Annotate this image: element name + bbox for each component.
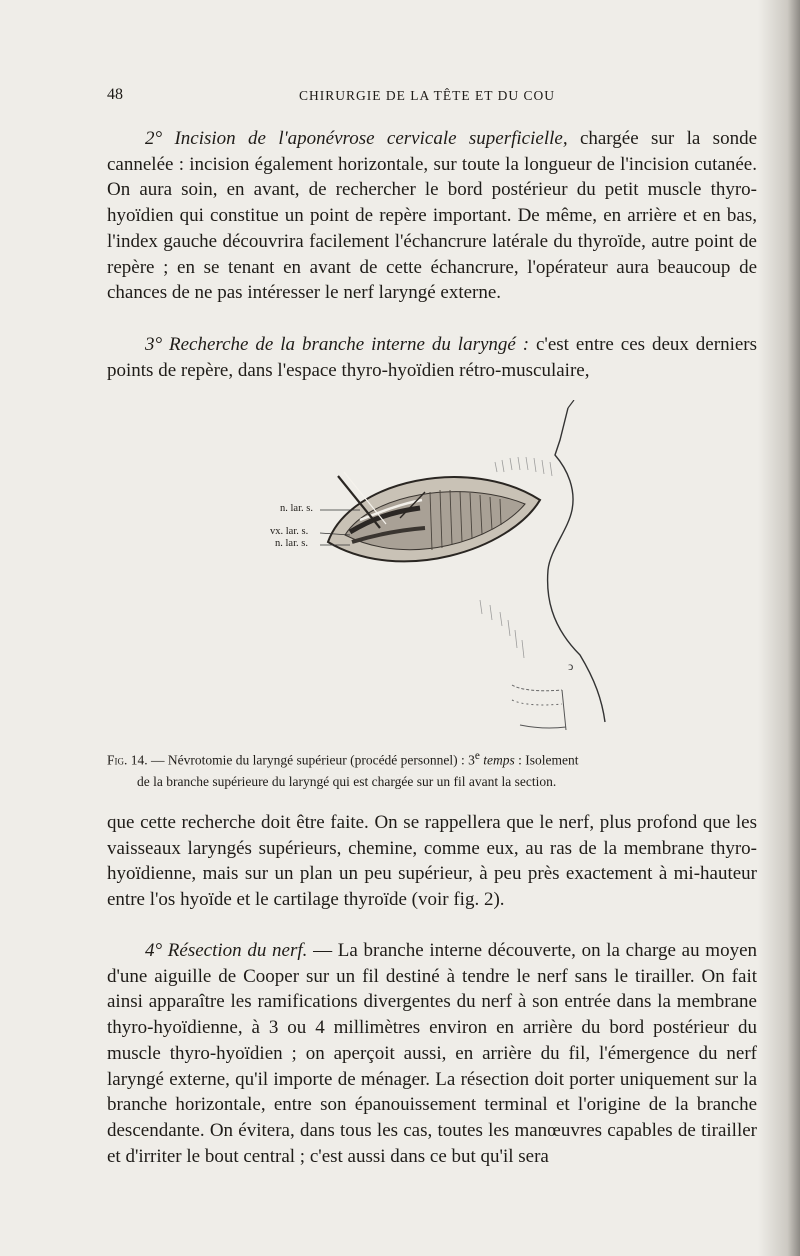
section-4-text: — La branche interne découverte, on la charge au moyen d'une aiguille de Cooper sur un fil destiné à tendre le nerf sans le tirailler. On fait ainsi apparaître les ramifications divergentes du nerf à son entrée dans la membrane thyro-hyoïdienne, à 3 ou 4 millimètres environ en arrière du bord postérieur du muscle thyro-hyoïdien ; on aperçoit aussi, en arrière du fil, l'émergence du nerf laryngé externe, qu'il importe de ménager. La résection doit porter uniquement sur la branche horizontale, entre son épanouissement terminal et l'origine de la branche descendante. On évitera, dans tous les cas, toutes les manœuvres capables de tirailler et d'irriter le bout central ; c'est aussi dans ce but qu'il sera: [107, 940, 757, 1167]
paragraph-incision-aponevrose: [107, 126, 757, 306]
section-3-heading: 3° Recherche de la branche interne du laryngé :: [145, 334, 530, 355]
page-edge-shadow: [758, 0, 800, 1256]
neck-profile-outline: [548, 408, 605, 722]
caption-text-b: : Isolement: [514, 752, 579, 768]
caption-text-a: — Névrotomie du laryngé supérieur (procédé personnel) : 3: [147, 752, 475, 768]
paragraph-resection: [107, 938, 757, 1169]
section-2-text: chargée sur la sonde cannelée : incision également horizontale, sur toute la longueur de l'incision cutanée. On aura soin, en avant, de rechercher le bord postérieur du petit muscle thyro-hyoïdien qui constitue un point de repère important. De même, en arrière et en bas, l'index gauche découvrira facilement l'échancrure latérale du thyroïde, autre point de repère ; en se tenant en avant de cette échancrure, l'opérateur aura beaucoup de chances de ne pas intéresser le nerf laryngé externe.: [107, 128, 758, 304]
svg-text:ↄ: ↄ: [568, 659, 574, 673]
paragraph-recherche-branche: [107, 332, 757, 383]
page-number: 48: [107, 86, 123, 103]
paragraph-continuation: que cette recherche doit être faite. On se rappellera que le nerf, plus profond que les vaisseaux laryngés supérieurs, chemine, comme eux, au ras de la membrane thyro-hyoïdienne, mais sur un plan un peu supérieur, à peu près exactement à mi-hauteur entre l'os hyoïde et le cartilage thyroïde (voir fig. 2).: [107, 812, 757, 911]
label-vx-lar-s: vx. lar. s.: [270, 526, 309, 537]
section-3-text: c'est entre ces deux derniers points de repère, dans l'espace thyro-hyoïdien rétro-musculaire,: [107, 334, 757, 381]
caption-superscript: e: [474, 750, 480, 762]
section-4-heading: 4° Résection du nerf.: [145, 940, 308, 961]
section-2-heading: 2° Incision de l'aponévrose cervicale superficielle,: [145, 128, 568, 149]
figure-14-illustration: [250, 400, 630, 745]
figure-caption: [107, 746, 762, 792]
caption-fig-number: Fig. 14.: [107, 752, 148, 768]
running-head: CHIRURGIE DE LA TÊTE ET DU COU: [299, 88, 555, 103]
caption-line-2: de la branche supérieure du laryngé qui est chargée sur un fil avant la section.: [137, 773, 557, 789]
label-n-lar-s-top: n. lar. s.: [280, 503, 313, 514]
surgical-illustration: [250, 400, 630, 745]
caption-temps: temps: [479, 752, 515, 768]
label-n-lar-s-bottom: n. lar. s.: [275, 538, 308, 549]
page-header: [107, 86, 757, 110]
